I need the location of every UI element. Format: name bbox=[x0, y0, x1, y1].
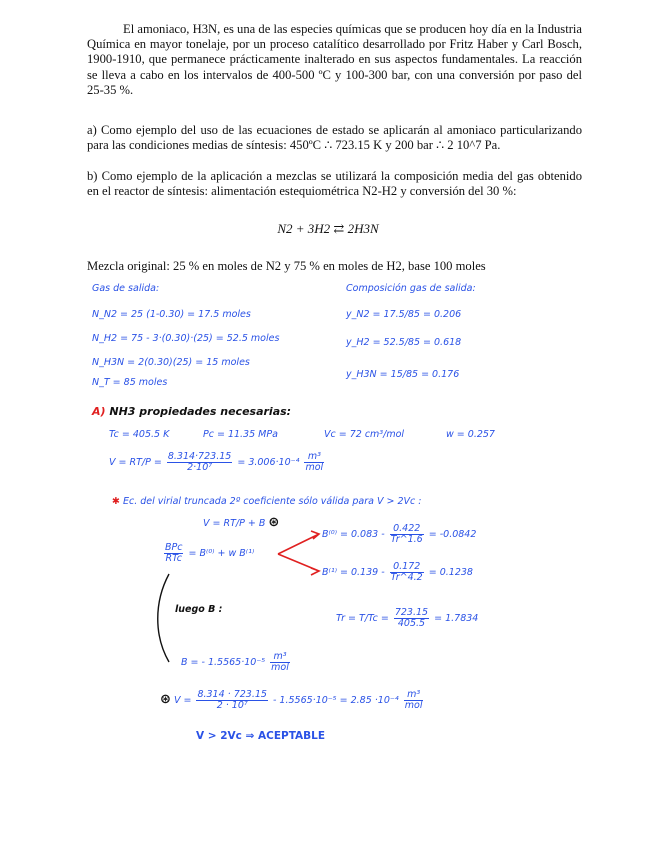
moles-total: N_T = 85 moles bbox=[92, 377, 168, 388]
circle-mark-icon: ⊛ bbox=[268, 515, 280, 530]
luego-label: luego B : bbox=[175, 604, 223, 615]
critical-volume: Vc = 72 cm³/mol bbox=[324, 429, 405, 440]
acceptable-check: V > 2Vc ⇒ ACEPTABLE bbox=[196, 730, 326, 742]
virial-equation: V = RT/P + B ⊛ bbox=[203, 515, 280, 530]
section-a-label: A) bbox=[92, 405, 106, 418]
composicion-title: Composición gas de salida: bbox=[346, 283, 476, 294]
reduced-second-virial: $\frac{\text{BPc}}{\text{RTc}}$ = B⁽⁰⁾ + w B⁽¹⁾ bbox=[165, 542, 255, 564]
fraction-nh3: y_H3N = 15/85 = 0.176 bbox=[346, 369, 460, 380]
paragraph-b: b) Como ejemplo de la aplicación a mezclas se utilizará la composición media del gas obtenido en el reactor de síntesis: alimentación estequiométrica N2-H2 y conversión del 30 %: bbox=[87, 169, 582, 199]
acentric-factor: w = 0.257 bbox=[446, 429, 495, 440]
second-virial-value: B = - 1.5565·10⁻⁵ $\frac{\text{m³}}{\text{mol}}$ bbox=[181, 651, 289, 673]
intro-paragraph: El amoniaco, H3N, es una de las especies químicas que se producen hoy día en la Industria Química en mayor tonelaje, por un proceso catalítico desarrollado por Fritz Haber y Carl Bosch, 1900-1910, que permanece prácticamente inalterado en sus aspectos fundamentales. La reacción se lleva a cabo en los intervalos de 400-500 ºC y 100-300 bar, con una conversión por paso del 25-35 %. bbox=[87, 22, 582, 97]
moles-n2: N_N2 = 25 (1-0.30) = 17.5 moles bbox=[92, 309, 251, 320]
ideal-volume: V = RT/P = $\frac{8.314\cdot 723.15}{\text{2·10⁷}}$ = 3.006·10⁻⁴ $\frac{\text{m³}}{\text{mol}}$ bbox=[109, 451, 324, 473]
b0-correlation: B⁽⁰⁾ = 0.083 - $\frac{0.422}{Tr\^{}1.6}$ = -0.0842 bbox=[322, 523, 477, 545]
section-a-heading: A) NH3 propiedades necesarias: bbox=[92, 405, 292, 418]
gas-salida-title: Gas de salida: bbox=[92, 283, 160, 294]
fraction-h2: y_H2 = 52.5/85 = 0.618 bbox=[346, 337, 462, 348]
red-branch-arrows bbox=[278, 531, 319, 575]
bracket-curve bbox=[158, 574, 169, 662]
virial-volume-result: ⊛ V = $\frac{8.314 \cdot 723.15}{\text{2 · 10⁷}}$ - 1.5565·10⁻⁵ = 2.85 ·10⁻⁴ $\frac{\text{m³}}{\text{mol}}$ bbox=[160, 689, 423, 711]
original-mixture: Mezcla original: 25 % en moles de N2 y 75 % en moles de H2, base 100 moles bbox=[87, 259, 486, 273]
reaction-equation: N2 + 3H2 ⇄ 2H3N bbox=[277, 221, 379, 236]
critical-temperature: Tc = 405.5 K bbox=[109, 429, 170, 440]
critical-pressure: Pc = 11.35 MPa bbox=[203, 429, 278, 440]
b1-correlation: B⁽¹⁾ = 0.139 - $\frac{0.172}{Tr\^{}4.2}$ = 0.1238 bbox=[322, 561, 473, 583]
virial-note: ✱ Ec. del virial truncada 2º coeficiente sólo válida para V > 2Vc : bbox=[112, 496, 422, 507]
fraction-n2: y_N2 = 17.5/85 = 0.206 bbox=[346, 309, 462, 320]
reduced-temperature: Tr = T/Tc = $\frac{723.15}{405.5}$ = 1.7834 bbox=[336, 607, 479, 629]
asterisk-icon: ✱ bbox=[112, 496, 120, 507]
circle-mark-icon: ⊛ bbox=[160, 691, 171, 707]
paragraph-a: a) Como ejemplo del uso de las ecuaciones de estado se aplicarán al amoniaco particularizando para las condiciones medias de síntesis: 450ºC ∴ 723.15 K y 200 bar ∴ 2 10^7 Pa. bbox=[87, 123, 582, 153]
moles-nh3: N_H3N = 2(0.30)(25) = 15 moles bbox=[92, 357, 250, 368]
moles-h2: N_H2 = 75 - 3·(0.30)·(25) = 52.5 moles bbox=[92, 333, 280, 344]
